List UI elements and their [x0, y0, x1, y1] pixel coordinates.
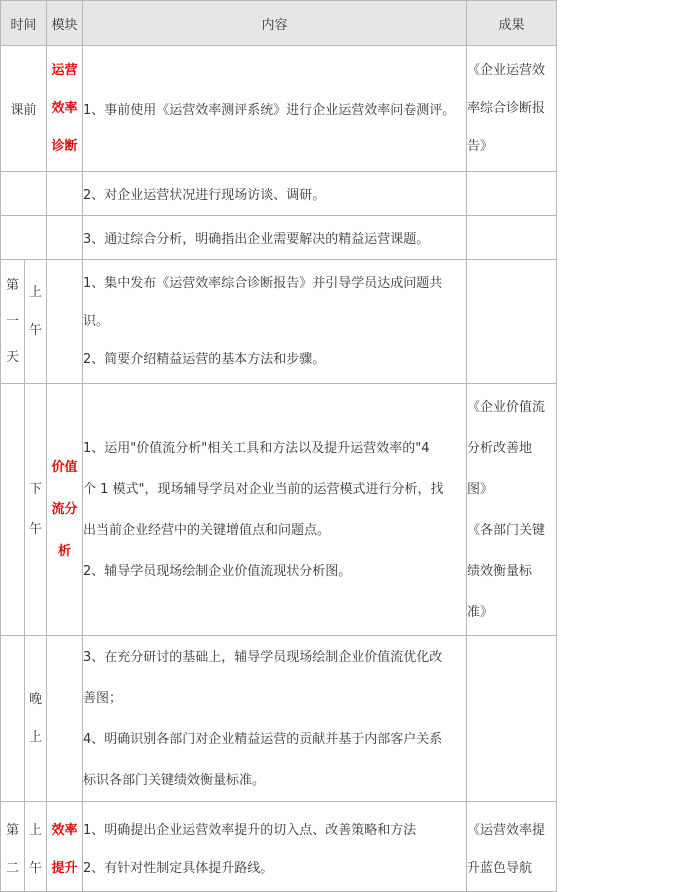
content-text: 4、明确识别各部门对企业精益运营的贡献并基于内部客户关系: [83, 731, 443, 747]
period-label: 上: [29, 285, 43, 300]
period-label: 午: [29, 861, 43, 876]
period-cell: [25, 802, 47, 892]
day-cell: [1, 260, 25, 384]
module-cell: [47, 802, 83, 892]
result-text: 绩效衡量标: [467, 563, 533, 579]
result-text: 率综合诊断报: [467, 100, 546, 116]
result-cell: [467, 802, 557, 892]
header-module: 模块: [47, 1, 83, 46]
day-label: 一: [5, 313, 19, 329]
content-text: 出当前企业经营中的关键增值点和问题点。: [83, 522, 331, 538]
day-label: 第: [5, 277, 19, 293]
day-label: 天: [5, 349, 19, 365]
module-label: 提升: [51, 861, 78, 876]
time-label: 课前: [10, 103, 37, 118]
module-cell: [47, 636, 83, 802]
content-text: 2、辅导学员现场绘制企业价值流现状分析图。: [83, 563, 352, 579]
table-row: [1, 46, 557, 172]
result-text: 告》: [467, 138, 494, 154]
header-result: 成果: [467, 1, 557, 46]
module-label: 效率: [51, 100, 78, 116]
content-cell: [83, 802, 467, 892]
content-text: 2、对企业运营状况进行现场访谈、调研。: [83, 188, 326, 203]
day-cell: [1, 636, 25, 802]
result-text: 《企业运营效: [467, 62, 546, 78]
period-label: 午: [29, 521, 43, 537]
content-text: 1、集中发布《运营效率综合诊断报告》并引导学员达成问题共: [83, 275, 443, 291]
content-text: 1、明确提出企业运营效率提升的切入点、改善策略和方法: [83, 823, 417, 838]
result-text: 《企业价值流: [467, 399, 546, 415]
result-text: 升蓝色导航: [467, 861, 533, 876]
module-label: 流分: [51, 501, 78, 517]
content-text: 善图；: [83, 690, 123, 706]
table-row: [1, 802, 557, 892]
result-cell: [467, 172, 557, 216]
day-cell: [1, 802, 25, 892]
period-cell: [25, 384, 47, 636]
content-text: 识。: [83, 313, 110, 329]
result-cell: [467, 216, 557, 260]
content-text: 1、运用"价值流分析"相关工具和方法以及提升运营效率的"4: [83, 440, 430, 456]
period-label: 下: [29, 481, 43, 497]
period-label: 午: [29, 323, 43, 338]
content-cell: [83, 636, 467, 802]
module-label: 效率: [51, 823, 78, 838]
header-row: [1, 1, 557, 46]
module-label: 诊断: [51, 138, 78, 154]
result-text: 准》: [467, 604, 494, 620]
table-row: [1, 260, 557, 384]
day-label: 第: [5, 823, 19, 838]
module-cell: [47, 384, 83, 636]
result-cell: [467, 384, 557, 636]
content-text: 3、在充分研讨的基础上，辅导学员现场绘制企业价值流优化改: [83, 649, 443, 665]
module-cell: [47, 260, 83, 384]
table-row: [1, 384, 557, 636]
period-label: 上: [29, 823, 43, 838]
day-label: 二: [5, 861, 19, 876]
content-cell: [83, 260, 467, 384]
period-cell: [25, 636, 47, 802]
result-text: 图》: [467, 481, 494, 497]
module-cell: [47, 46, 83, 172]
content-text: 个 1 模式"，现场辅导学员对企业当前的运营模式进行分析，找: [83, 481, 444, 497]
content-text: 2、有针对性制定具体提升路线。: [83, 861, 274, 876]
table-row: [1, 636, 557, 802]
table-row: [1, 172, 557, 216]
module-cell: [47, 216, 83, 260]
time-cell: [1, 216, 47, 260]
time-cell: [1, 46, 47, 172]
time-cell: [1, 172, 47, 216]
content-cell: [83, 172, 467, 216]
table-row: [1, 216, 557, 260]
header-time: 时间: [1, 1, 47, 46]
content-cell: [83, 384, 467, 636]
result-text: 分析改善地: [467, 440, 533, 456]
content-text: 2、简要介绍精益运营的基本方法和步骤。: [83, 351, 326, 367]
period-cell: [25, 260, 47, 384]
result-cell: [467, 260, 557, 384]
period-label: 晚: [29, 691, 43, 707]
module-cell: [47, 172, 83, 216]
content-text: 标识各部门关键绩效衡量标准。: [83, 772, 266, 788]
result-cell: [467, 636, 557, 802]
day-cell: [1, 384, 25, 636]
result-cell: [467, 46, 557, 172]
module-label: 价值: [51, 459, 78, 475]
content-text: 3、通过综合分析，明确指出企业需要解决的精益运营课题。: [83, 232, 430, 247]
content-text: 1、事前使用《运营效率测评系统》进行企业运营效率问卷测评。: [83, 103, 456, 118]
content-cell: [83, 216, 467, 260]
module-label: 析: [58, 543, 72, 559]
content-cell: [83, 46, 467, 172]
module-label: 运营: [51, 62, 78, 78]
header-content: 内容: [83, 1, 467, 46]
result-text: 《各部门关键: [467, 522, 546, 538]
period-label: 上: [29, 729, 43, 745]
result-text: 《运营效率提: [467, 823, 546, 838]
